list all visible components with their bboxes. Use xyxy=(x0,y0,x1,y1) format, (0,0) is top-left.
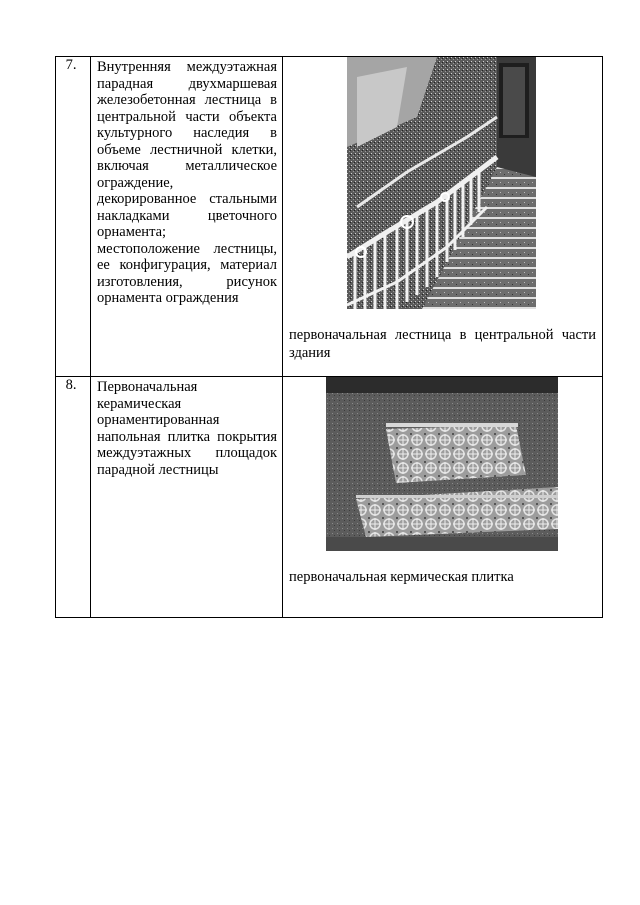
photo-caption: первоначальная лестница в центральной части здания xyxy=(289,327,596,361)
description-text xyxy=(91,57,282,307)
tile-figure xyxy=(283,377,602,587)
description-line: напольная плитка покрытия xyxy=(97,428,277,445)
description-line: декорированное стальными xyxy=(97,191,277,207)
row-number: 8. xyxy=(65,377,77,393)
description-line: орнамента; xyxy=(97,224,167,240)
description-line: железобетонная лестница в xyxy=(97,92,277,108)
photo-cell xyxy=(283,57,603,377)
row-number-cell xyxy=(56,57,91,377)
photo-caption: первоначальная кермическая плитка xyxy=(289,569,514,585)
description-line: Внутренняя междуэтажная xyxy=(97,59,277,75)
description-line: междуэтажных площадок xyxy=(97,445,277,461)
row-number: 7. xyxy=(65,57,77,73)
description-line: центральной части объекта xyxy=(97,108,277,125)
photo-cell xyxy=(283,377,603,618)
table-row xyxy=(56,377,603,618)
heritage-elements-table xyxy=(55,56,603,618)
floor-tile-photo xyxy=(326,377,558,551)
description-line: керамическая xyxy=(97,395,182,412)
description-line: местоположение лестницы, xyxy=(97,240,277,257)
description-line: изготовления, рисунок xyxy=(97,273,277,290)
description-line: ее конфигурация, материал xyxy=(97,257,277,273)
row-number-cell xyxy=(56,377,91,618)
description-line: орнамента ограждения xyxy=(97,290,239,306)
description-line: культурного наследия в xyxy=(97,125,277,141)
description-cell xyxy=(91,57,283,377)
description-cell xyxy=(91,377,283,618)
description-line: орнаментированная xyxy=(97,412,220,428)
staircase-photo xyxy=(347,57,536,309)
description-line: ограждение, xyxy=(97,174,174,191)
description-line: Первоначальная xyxy=(97,379,198,395)
description-text xyxy=(91,377,282,478)
table-row xyxy=(56,57,603,377)
description-line: объеме лестничной клетки, xyxy=(97,141,277,158)
description-line: включая металлическое xyxy=(97,158,277,174)
staircase-figure xyxy=(283,57,602,362)
description-line: парадная двухмаршевая xyxy=(97,75,277,92)
description-line: накладками цветочного xyxy=(97,207,277,224)
description-line: парадной лестницы xyxy=(97,461,219,478)
